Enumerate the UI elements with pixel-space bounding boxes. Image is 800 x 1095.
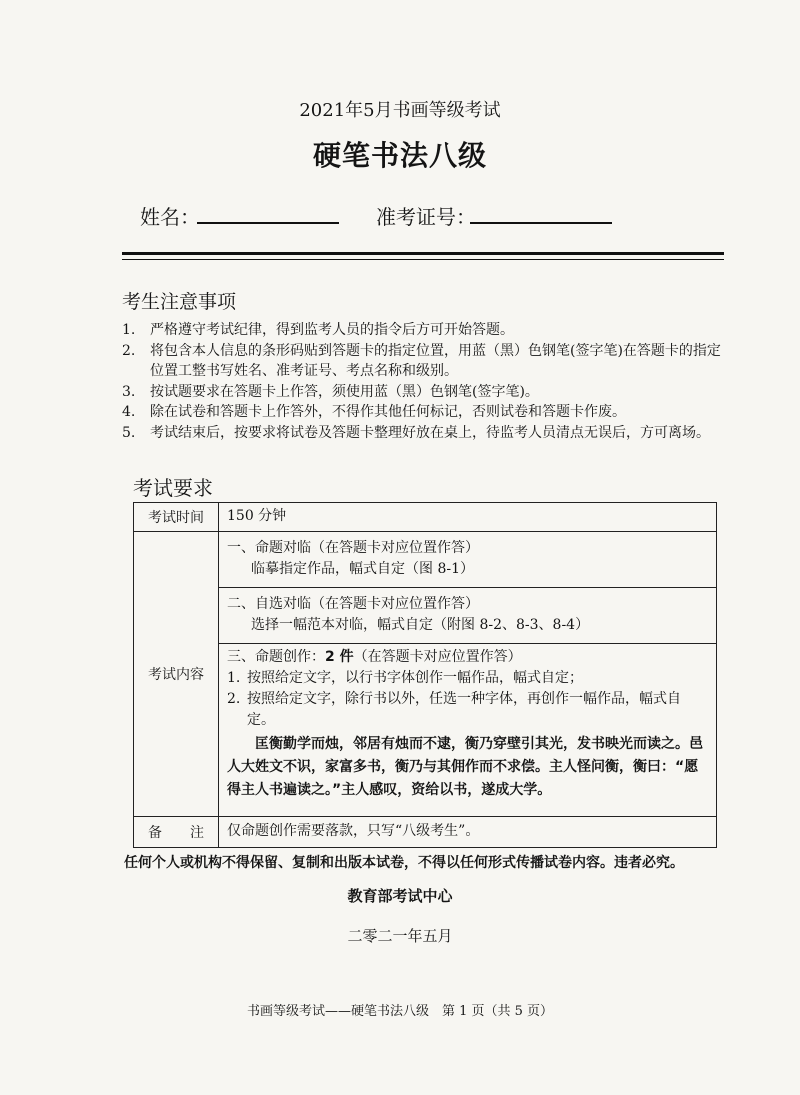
part2-title: 二、自选对临（在答题卡对应位置作答） bbox=[227, 596, 479, 612]
exam-id-label: 准考证号： bbox=[376, 205, 476, 229]
issuer: 教育部考试中心 bbox=[347, 887, 453, 905]
part3-item bbox=[227, 689, 708, 731]
part3-count: 2 件 bbox=[325, 649, 354, 665]
table-row bbox=[134, 817, 717, 848]
part3-item-text: 按照给定文字，除行书以外，任选一种字体，再创作一幅作品，幅式自定。 bbox=[247, 691, 681, 728]
issue-date: 二零二一年五月 bbox=[347, 927, 453, 945]
notice-item-number: 1. bbox=[122, 322, 136, 338]
notice-item-text: 按试题要求在答题卡上作答，须使用蓝（黑）色钢笔(签字笔)。 bbox=[150, 384, 539, 400]
part3-title-prefix: 三、命题创作： bbox=[227, 649, 325, 665]
table-row bbox=[134, 588, 717, 644]
notice-item-number: 5. bbox=[122, 425, 136, 441]
part3-title bbox=[227, 647, 708, 668]
notice-item bbox=[122, 320, 722, 340]
notice-item bbox=[122, 341, 722, 381]
table-row bbox=[134, 644, 717, 817]
subject-title: 硬笔书法八级 bbox=[312, 139, 487, 172]
notice-item-text: 将包含本人信息的条形码贴到答题卡的指定位置，用蓝（黑）色钢笔(签字笔)在答题卡的指定位置工整书写姓名、准考证号、考点名称和级别。 bbox=[150, 343, 721, 379]
requirements-table bbox=[133, 502, 717, 848]
requirements-heading: 考试要求 bbox=[133, 476, 213, 500]
part3-item-text: 按照给定文字，以行书字体创作一幅作品，幅式自定； bbox=[247, 670, 583, 686]
table-row bbox=[134, 503, 717, 532]
notice-item-text: 除在试卷和答题卡上作答外，不得作其他任何标记，否则试卷和答题卡作废。 bbox=[150, 404, 626, 420]
page-footer: 书画等级考试——硬笔书法八级 第 1 页（共 5 页） bbox=[246, 1004, 554, 1019]
name-field-line[interactable] bbox=[197, 202, 339, 224]
part1-desc: 临摹指定作品，幅式自定（图 8-1） bbox=[251, 561, 474, 577]
header-divider-thick bbox=[122, 252, 724, 255]
time-value: 150 分钟 bbox=[219, 503, 717, 532]
part2-cell bbox=[219, 588, 717, 644]
notice-item-number: 4. bbox=[122, 404, 136, 420]
part2-desc: 选择一幅范本对临，幅式自定（附图 8-2、8-3、8-4） bbox=[251, 617, 590, 633]
notice-item-text: 严格遵守考试纪律，得到监考人员的指令后方可开始答题。 bbox=[150, 322, 514, 338]
time-label: 考试时间 bbox=[134, 503, 219, 532]
notice-heading: 考生注意事项 bbox=[122, 291, 237, 313]
exam-id-field-line[interactable] bbox=[470, 202, 612, 224]
notice-item bbox=[122, 382, 722, 402]
content-label: 考试内容 bbox=[134, 532, 219, 817]
part3-item-number: 2. bbox=[227, 691, 241, 707]
part1-title: 一、命题对临（在答题卡对应位置作答） bbox=[227, 540, 479, 556]
notice-item-number: 3. bbox=[122, 384, 136, 400]
notice-item bbox=[122, 402, 722, 422]
part3-item-number: 1. bbox=[227, 670, 241, 686]
part1-cell bbox=[219, 532, 717, 588]
part3-cell bbox=[219, 644, 717, 817]
notice-item-text: 考试结束后，按要求将试卷及答题卡整理好放在桌上，待监考人员清点无误后，方可离场。 bbox=[150, 425, 710, 441]
given-text: 匡衡勤学而烛，邻居有烛而不逮，衡乃穿壁引其光，发书映光而读之。邑人大姓文不识，家富多书，衡乃与其佣作而不求偿。主人怪问衡，衡曰：“愿得主人书遍读之。”主人感叹，资给以书，遂成大学。 bbox=[227, 736, 703, 798]
note-text: 仅命题创作需要落款，只写“八级考生”。 bbox=[219, 817, 717, 848]
notice-item bbox=[122, 423, 722, 443]
table-row bbox=[134, 532, 717, 588]
name-label: 姓名： bbox=[140, 205, 200, 229]
note-label: 备 注 bbox=[134, 817, 219, 848]
copyright-notice: 任何个人或机构不得保留、复制和出版本试卷，不得以任何形式传播试卷内容。违者必究。 bbox=[124, 855, 684, 871]
notice-item-number: 2. bbox=[122, 343, 136, 359]
header-divider-thin bbox=[122, 259, 724, 260]
exam-title: 2021年5月书画等级考试 bbox=[299, 100, 501, 121]
part3-title-suffix: （在答题卡对应位置作答） bbox=[353, 649, 522, 665]
part3-item bbox=[227, 668, 708, 689]
